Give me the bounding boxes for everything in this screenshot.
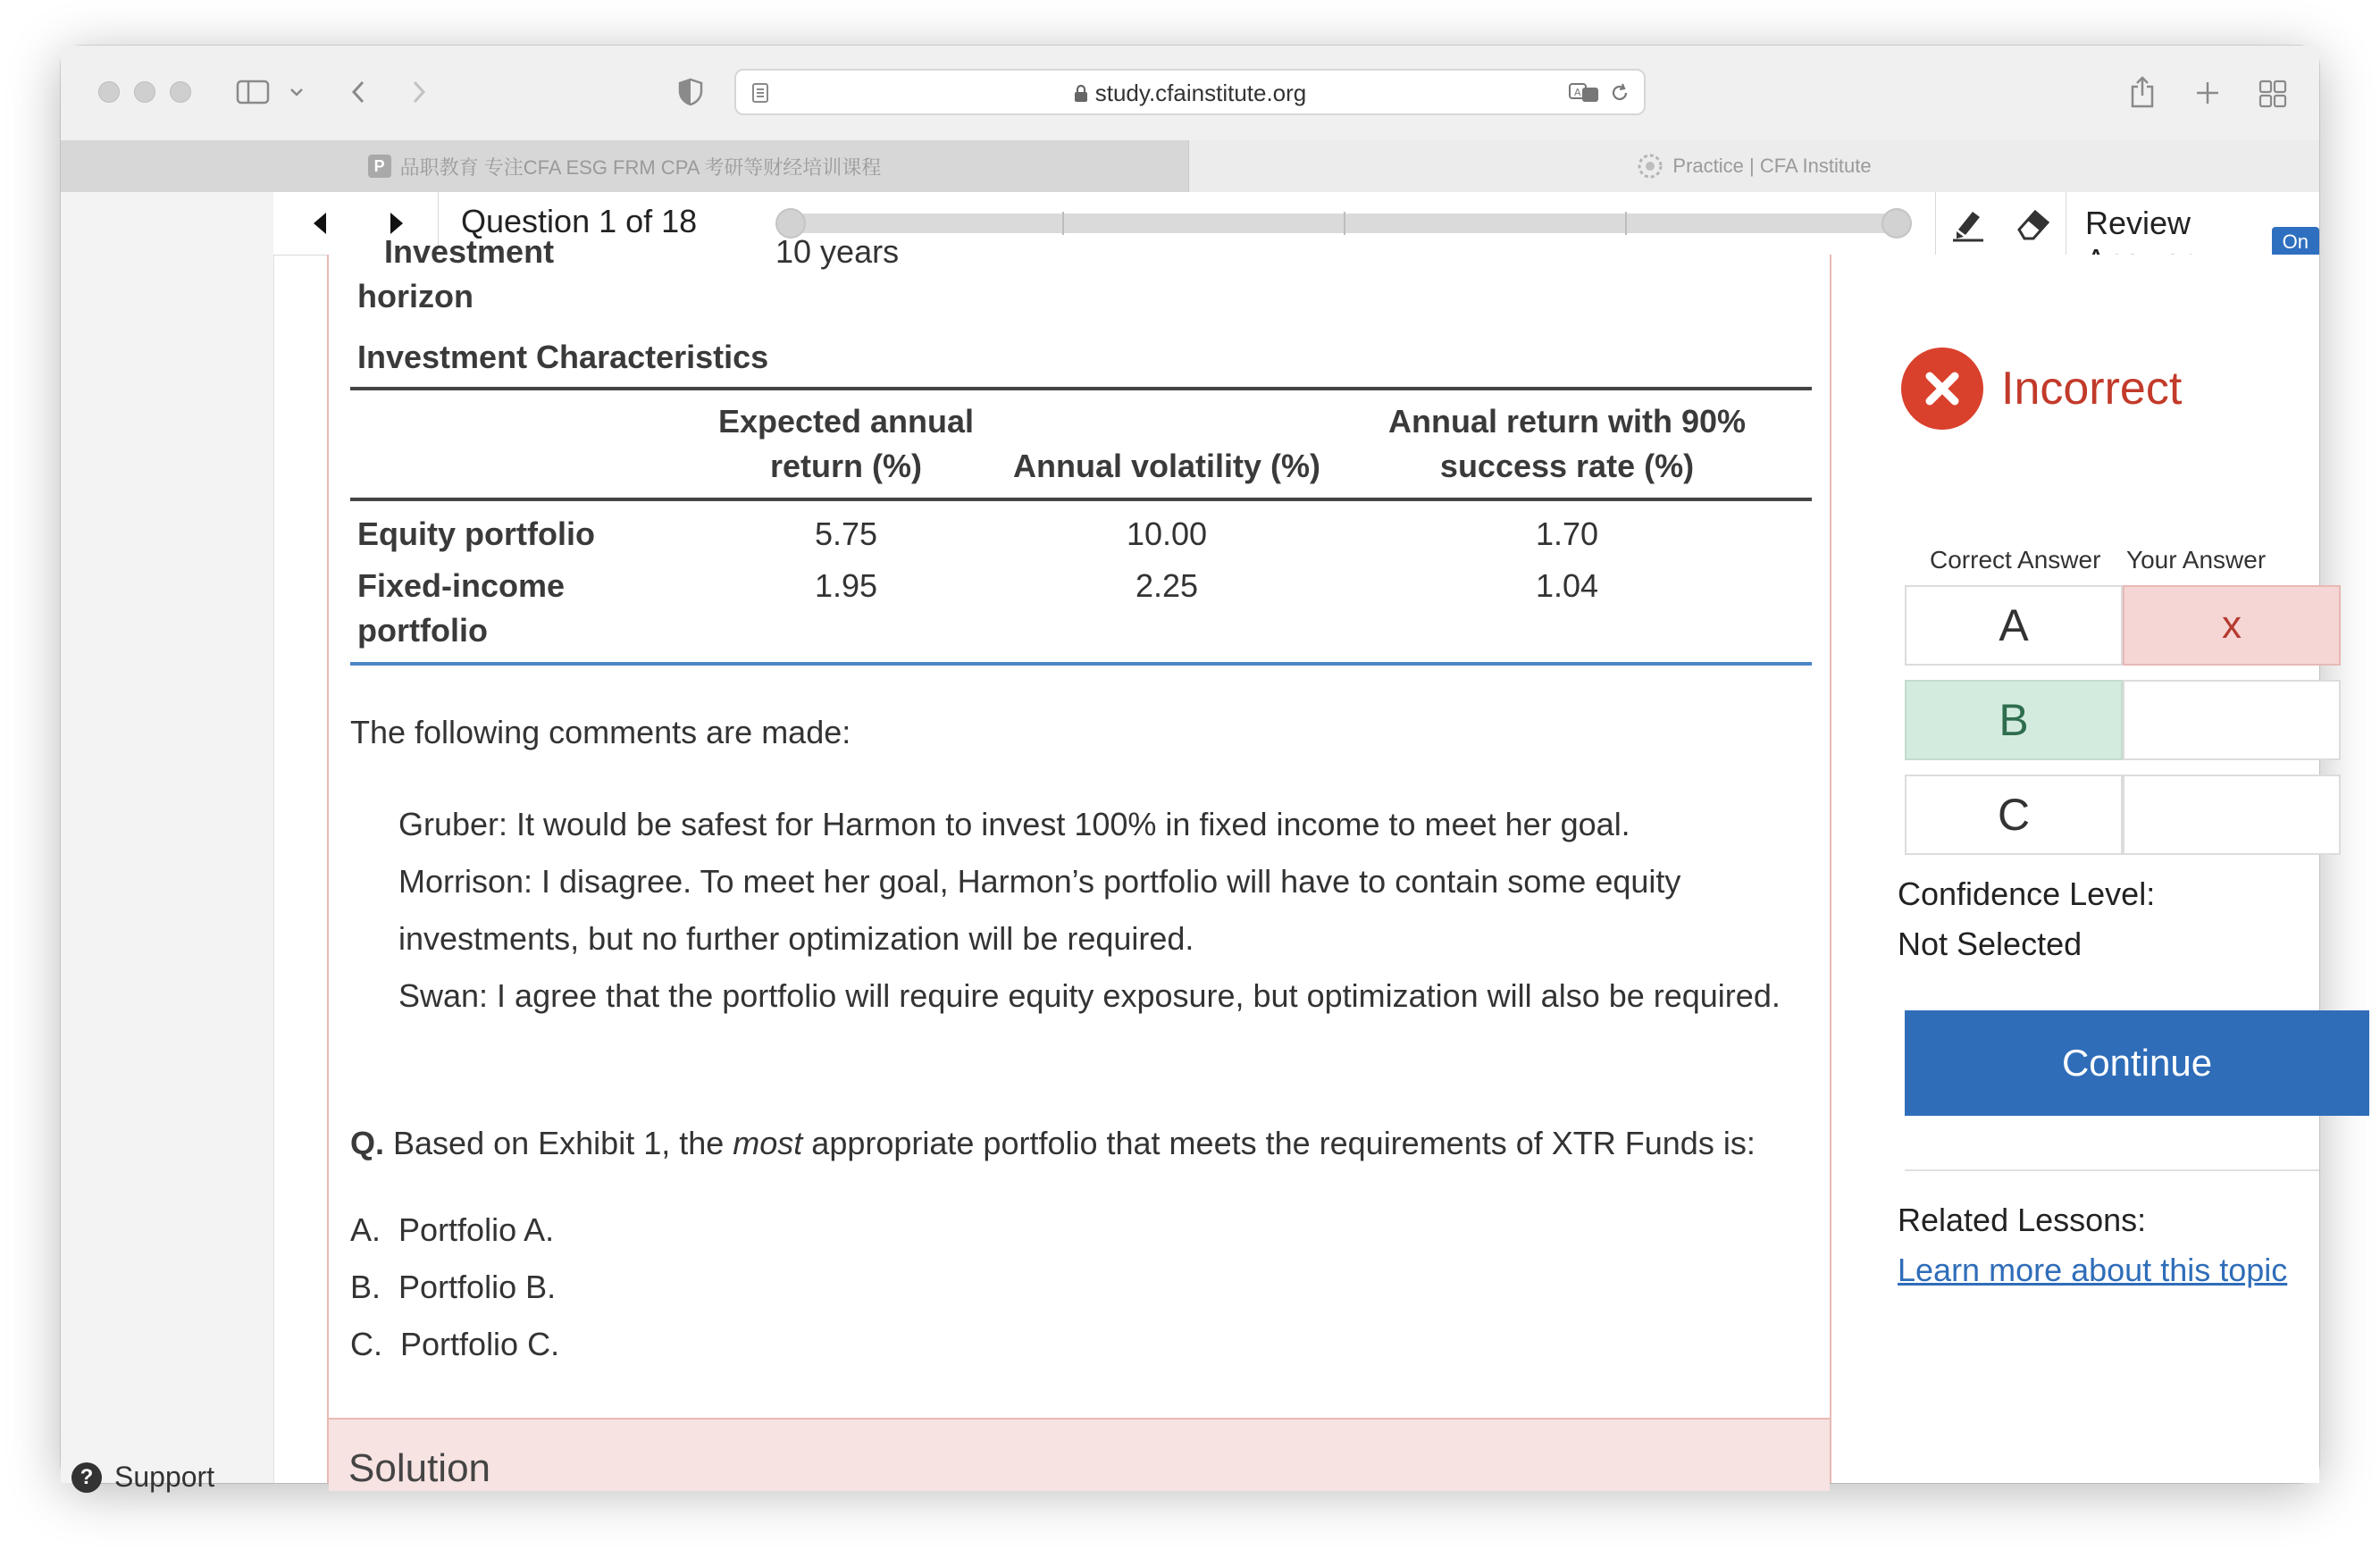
tab-overview-icon[interactable] — [2257, 78, 2289, 110]
correct-answer-cell-c: C — [1905, 775, 2123, 855]
address-bar[interactable] — [734, 69, 1646, 115]
url-text — [736, 80, 1644, 109]
question-progress-bar[interactable] — [781, 214, 1907, 233]
option-letter: B. — [350, 1269, 381, 1305]
cell-value: 1.04 — [1535, 567, 1599, 604]
review-toggle-on[interactable]: On — [2272, 227, 2319, 257]
question-counter: Question 1 of 18 — [461, 203, 698, 239]
tab-label: Practice | CFA Institute — [1672, 155, 1872, 177]
forward-icon[interactable] — [406, 76, 432, 108]
q-prefix: Q. — [350, 1125, 385, 1161]
sidebar-toggle-icon[interactable] — [234, 78, 273, 106]
horizon-value: 10 years — [775, 233, 900, 270]
option-a[interactable] — [350, 1202, 1812, 1259]
review-answer-label: Review — [2085, 205, 2191, 241]
comment-morrison: Morrison: I disagree. To meet her goal, Harmon’s portfolio will have to contain some equity investments, but no further optimization will be required. — [398, 863, 1681, 957]
header-volatility: Annual volatility (%) — [1012, 448, 1321, 484]
zoom-window-button[interactable] — [170, 81, 191, 103]
row-label-equity: Equity portfolio — [357, 515, 595, 552]
url-label: study.cfainstitute.org — [1094, 80, 1307, 106]
investment-horizon-row — [350, 233, 1812, 335]
comments-list — [398, 796, 1801, 1025]
table-header-row — [350, 389, 1812, 499]
your-answer-header: Your Answer — [2126, 546, 2267, 574]
cell-value: 2.25 — [1135, 567, 1199, 604]
option-letter: C. — [350, 1326, 382, 1362]
close-window-button[interactable] — [98, 81, 120, 103]
investment-characteristics-table — [350, 387, 1812, 666]
comment-gruber: Gruber: It would be safest for Harmon to invest 100% in fixed income to meet her goal. — [398, 806, 1630, 842]
tab-bar — [61, 140, 2319, 193]
cell-value: 10.00 — [1126, 515, 1208, 552]
row-label-fixed-income — [350, 560, 681, 664]
help-icon: ? — [71, 1462, 102, 1493]
new-tab-icon[interactable] — [2192, 78, 2223, 108]
solution-heading: Solution — [348, 1446, 491, 1490]
characteristics-title: Investment Characteristics — [357, 339, 769, 375]
left-sidebar — [61, 192, 274, 1493]
share-icon[interactable] — [2126, 72, 2158, 112]
q-text: Based on Exhibit 1, the — [384, 1125, 733, 1161]
tab-pinzhi[interactable] — [61, 140, 1189, 192]
option-text: Portfolio A. — [398, 1211, 555, 1248]
header-success-rate: Annual return with 90% success rate (%) — [1387, 403, 1747, 484]
horizon-label-line2: horizon — [357, 278, 473, 314]
your-answer-cell-b — [2123, 680, 2341, 760]
tab-cfa-practice[interactable] — [1189, 140, 2319, 192]
lock-icon — [1074, 81, 1088, 109]
row-label-text: Fixed-income portfolio — [357, 567, 566, 649]
your-answer-cell-a: x — [2123, 585, 2341, 666]
correct-answer-header: Correct Answer — [1930, 546, 2101, 574]
cell-value: 1.70 — [1535, 515, 1599, 552]
option-text: Portfolio C. — [400, 1326, 560, 1362]
question-nav-bar — [273, 192, 2319, 255]
option-letter: A. — [350, 1211, 381, 1248]
continue-button[interactable]: Continue — [1905, 1010, 2369, 1116]
header-expected-return: Expected annual return (%) — [717, 403, 975, 484]
correct-answer-cell-a: A — [1905, 585, 2123, 666]
answer-options — [350, 1202, 1812, 1373]
horizon-label-line1: Investment — [384, 233, 555, 270]
divider — [1905, 1169, 2319, 1171]
p-favicon-icon: P — [368, 155, 391, 178]
learn-more-link[interactable]: Learn more about this topic — [1898, 1252, 2288, 1288]
question-content — [350, 233, 1812, 1373]
table-row — [350, 499, 1812, 560]
cell-value: 5.75 — [814, 515, 878, 552]
incorrect-status — [1901, 348, 2182, 430]
option-b[interactable] — [350, 1259, 1812, 1316]
privacy-shield-icon[interactable] — [675, 76, 706, 108]
question-stem — [350, 1121, 1812, 1166]
confidence-label: Confidence Level: — [1898, 875, 2156, 912]
incorrect-x-icon — [1901, 348, 1983, 430]
related-lessons-label: Related Lessons: — [1898, 1202, 2147, 1238]
highlighter-icon[interactable] — [1940, 203, 1994, 246]
q-emphasis: most — [733, 1125, 803, 1161]
confidence-value: Not Selected — [1898, 926, 2082, 962]
back-icon[interactable] — [345, 76, 372, 108]
svg-text:A: A — [1574, 87, 1581, 98]
question-panel — [327, 233, 1831, 1490]
comment-swan: Swan: I agree that the portfolio will require equity exposure, but optimization will also be required. — [398, 977, 1781, 1014]
support-label: Support — [114, 1461, 215, 1493]
option-c[interactable] — [350, 1316, 1812, 1373]
cfa-logo-icon — [1637, 153, 1663, 180]
page-content — [61, 192, 2319, 1493]
horizon-label — [357, 230, 554, 319]
cell-value: 1.95 — [814, 567, 878, 604]
chevron-down-icon[interactable] — [288, 81, 306, 103]
browser-window — [61, 46, 2319, 1493]
reload-icon[interactable] — [1608, 81, 1631, 105]
tab-label: 品职教育 专注CFA ESG FRM CPA 考研等财经培训课程 — [399, 155, 882, 179]
comments-intro: The following comments are made: — [350, 714, 851, 750]
result-panel — [1831, 255, 2319, 1483]
previous-question-button[interactable] — [298, 201, 343, 246]
eraser-icon[interactable] — [2007, 203, 2060, 246]
q-text: appropriate portfolio that meets the requirements of XTR Funds is: — [802, 1125, 1756, 1161]
table-row — [350, 560, 1812, 664]
progress-end-knob[interactable] — [1881, 208, 1912, 239]
incorrect-label: Incorrect — [2001, 363, 2183, 415]
browser-toolbar — [61, 46, 2319, 141]
support-link[interactable] — [71, 1461, 214, 1494]
correct-answer-cell-b: B — [1905, 680, 2123, 760]
translate-icon[interactable] — [1567, 81, 1603, 105]
confidence-level — [1898, 869, 2155, 969]
minimize-window-button[interactable] — [134, 81, 155, 103]
solution-section[interactable] — [329, 1418, 1830, 1491]
your-answer-cell-c — [2123, 775, 2341, 855]
option-text: Portfolio B. — [398, 1269, 557, 1305]
